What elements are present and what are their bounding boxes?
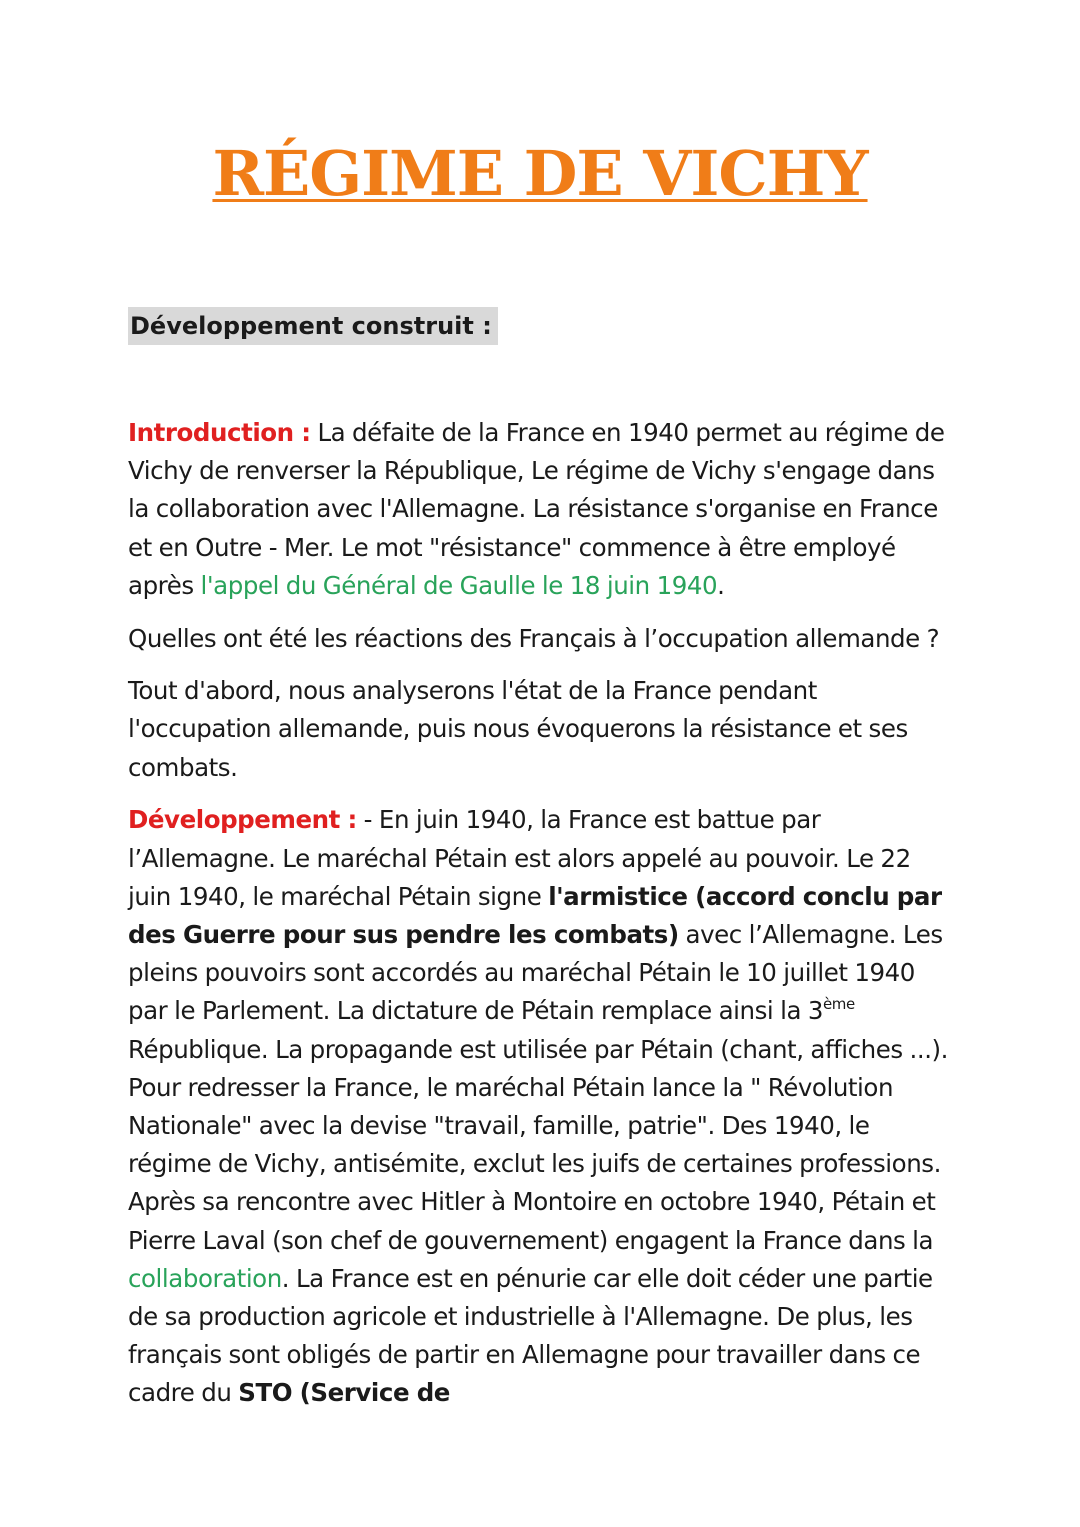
collaboration-highlight: collaboration	[128, 1263, 282, 1293]
development-text-3: République. La propagande est utilisée par Pétain (chant, affiches ...). Pour redresser la France, le maréchal Pétain lance la " Révolution Nationale" avec la devise "travail, famille, patrie". Des 1940, le régime de Vichy, antisémite, exclut les juifs de certaines professions. Après sa rencontre avec Hitler à Montoire en octobre 1940, Pétain et Pierre Laval (son chef de gouvernement) engagent la France dans la	[128, 1034, 948, 1255]
document-title: RÉGIME DE VICHY	[212, 137, 868, 210]
introduction-text: La défaite de la France en 1940 permet au régime de Vichy de renverser la République, Le régime de Vichy s'engage dans la collaboration avec l'Allemagne. La résistance s'organise en France et en Outre - Mer. Le mot "résistance" commence à être employé après	[128, 418, 945, 600]
development-label: Développement :	[128, 805, 357, 835]
development-paragraph	[128, 801, 954, 1412]
development-text-2: avec l’Allemagne. Les pleins pouvoirs sont accordés au maréchal Pétain le 10 juillet 1940 par le Parlement. La dictature de Pétain remplace ainsi la 3	[128, 919, 943, 1026]
sto-term: STO (Service de	[238, 1378, 450, 1408]
appel-highlight: l'appel du Général de Gaulle le 18 juin 1940	[200, 570, 718, 600]
question-paragraph: Quelles ont été les réactions des Français à l’occupation allemande ?	[128, 623, 940, 653]
development-text-4: . La France est en pénurie car elle doit céder une partie de sa production agricole et industrielle à l'Allemagne. De plus, les français sont obligés de partir en Allemagne pour travailler dans ce cadre du	[128, 1263, 933, 1408]
introduction-label: Introduction :	[128, 418, 311, 447]
title-container	[0, 138, 1080, 210]
section-label: Développement construit :	[128, 307, 498, 345]
ordinal-superscript: ème	[823, 995, 855, 1014]
plan-paragraph: Tout d'abord, nous analyserons l'état de la France pendant l'occupation allemande, puis nous évoquerons la résistance et ses combats.	[128, 676, 908, 782]
development-text-1: - En juin 1940, la France est battue par l’Allemagne. Le maréchal Pétain est alors appelé au pouvoir. Le 22 juin 1940, le maréchal Pétain signe	[128, 805, 911, 911]
introduction-paragraph	[128, 414, 954, 605]
introduction-end: .	[717, 570, 725, 600]
body-text	[128, 414, 954, 1427]
armistice-definition: l'armistice (accord conclu par des Guerre pour sus pendre les combats)	[128, 881, 942, 949]
